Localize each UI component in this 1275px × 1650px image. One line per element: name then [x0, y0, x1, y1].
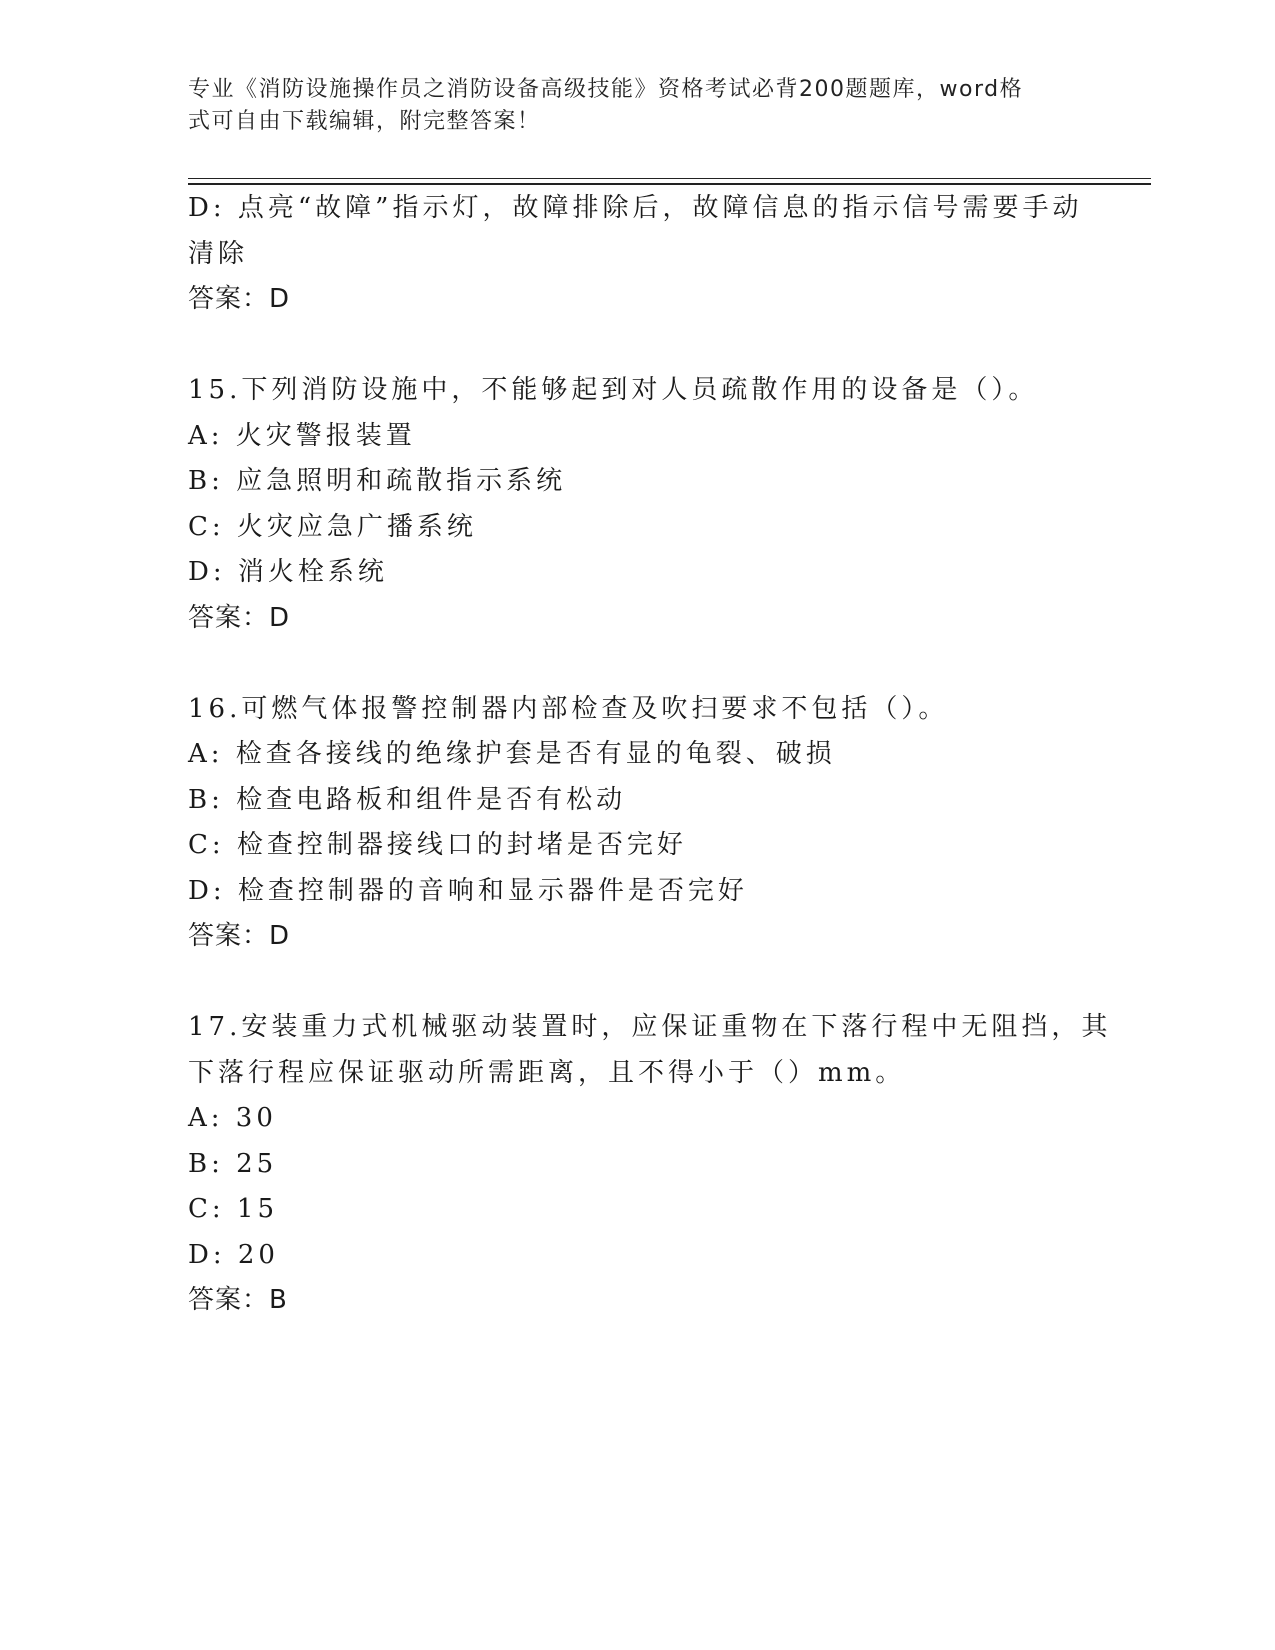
option-d: D: 20: [188, 1239, 279, 1270]
option-c: C: 检查控制器接线口的封堵是否完好: [188, 830, 687, 860]
option-d: D: 消火栓系统: [188, 557, 388, 587]
spacer: [188, 323, 1088, 369]
document-body: [188, 186, 1112, 1324]
spacer: [188, 641, 1088, 687]
spacer: [188, 960, 1088, 1006]
question-stem-line-2: 下落行程应保证驱动所需距离，且不得小于（）mm。: [188, 1057, 906, 1088]
answer-line: 答案：D: [188, 921, 291, 951]
question-17: [188, 1005, 1112, 1324]
continued-question: [188, 186, 1088, 323]
answer-line: 答案：D: [188, 284, 291, 314]
option-d-line-1: D: 点亮“故障”指示灯，故障排除后，故障信息的指示信号需要手动: [188, 193, 1083, 223]
header-line-2: 式可自由下载编辑，附完整答案！: [188, 109, 541, 134]
question-16: [188, 687, 1088, 960]
answer-line: 答案：B: [188, 1285, 288, 1315]
option-a: A: 火灾警报装置: [188, 420, 416, 451]
header-line-1: 专业《消防设施操作员之消防设备高级技能》资格考试必背200题题库，word格: [188, 77, 1024, 102]
answer-line: 答案：D: [188, 602, 291, 633]
option-b: B: 25: [188, 1148, 278, 1179]
option-a: A: 30: [188, 1103, 277, 1133]
question-15: [188, 368, 1088, 641]
question-stem-line-1: 17.安装重力式机械驱动装置时，应保证重物在下落行程中无阻挡，其: [188, 1012, 1112, 1042]
option-d: D: 检查控制器的音响和显示器件是否完好: [188, 875, 748, 906]
option-b: B: 应急照明和疏散指示系统: [188, 466, 567, 496]
option-c: C: 火灾应急广播系统: [188, 511, 477, 542]
header-divider-thin: [188, 178, 1151, 179]
question-stem: 15.下列消防设施中，不能够起到对人员疏散作用的设备是（）。: [188, 375, 1039, 405]
option-b: B: 检查电路板和组件是否有松动: [188, 784, 627, 815]
question-stem: 16.可燃气体报警控制器内部检查及吹扫要求不包括（）。: [188, 693, 949, 724]
option-a: A: 检查各接线的绝缘护套是否有显的龟裂、破损: [188, 739, 836, 769]
option-d-line-2: 清除: [188, 238, 249, 269]
document-header: [188, 74, 1068, 138]
header-divider-thick: [188, 183, 1151, 185]
option-c: C: 15: [188, 1194, 279, 1224]
